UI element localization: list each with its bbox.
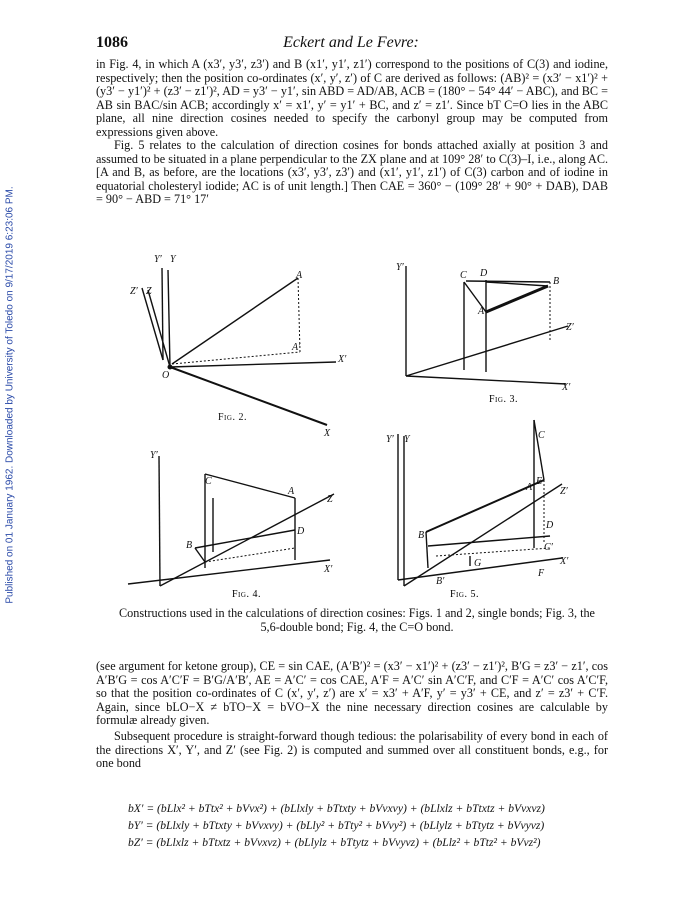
fig4-label-yprime: Y′ xyxy=(150,450,158,461)
paragraph-1: in Fig. 4, in which A (x3′, y3′, z3′) and B (x1′, y1′, z1′) correspond to the positions of C(3) and iodine, respectively; then the position co-ordinates (x′, y′, z′) of C are derived as follows: (AB)² = (x3′ − x1′)² + (y3′ − y1′)² + (z3′ − z1′)², AD = y3′ − y1′, sin ABD = AD/AB, ACB = (180° − 54° 44′ − ABC), and BC = AB sin BAC/sin ACB; accordingly x′ = x1′, y′ = y1′ + BC, and z′ = z1′. Since bT C=O lies in the ABC plane, all nine direction cosines needed to specify the carbonyl group may be computed from expressions given above. xyxy=(96,57,608,139)
paragraph-3: (see argument for ketone group), CE = sin CAE, (A′B′)² = (x3′ − x1′)² + (z3′ − z1′)², B′G = z3′ − z1′, cos A′B′G = cos A′C′F = B′G/A′B′, AE = A′C′ = cos CAE, A′F = A′C′ sin A′C′F, and C′F = A′C′ cos A′C′F, so that the position co-ordinates of C (x′, y′, z′) are x′ = x3′ + A′F, y′ = y3′ + CE, and z′ = z3′ + C′F. Again, since bLO−X ≠ bTO−X = bVO−X the nine necessary direction cosines are calculable by formulæ already given. xyxy=(96,659,608,727)
fig5-label-c: C xyxy=(538,430,545,441)
fig3-label-c: C xyxy=(460,270,467,281)
fig5-label-b: B xyxy=(418,530,425,541)
fig5-label-zprime: Z′ xyxy=(560,486,568,497)
fig5-label-a: A xyxy=(526,482,533,493)
fig3-caption: Fig. 3. xyxy=(489,394,518,405)
fig3-label-xprime: X′ xyxy=(562,382,571,393)
download-notice: Published on 01 January 1962. Downloaded by University of Toledo on 9/17/2019 6:23:06 PM. xyxy=(4,186,16,604)
fig5-label-g: G xyxy=(474,558,482,569)
fig5-label-yprime: Y′ xyxy=(386,434,394,445)
body-text-middle xyxy=(96,660,608,728)
fig3-label-a: A xyxy=(478,306,485,317)
fig4-caption: Fig. 4. xyxy=(232,589,261,600)
fig3-label-d: D xyxy=(480,268,488,279)
fig5-label-bprime: B′ xyxy=(436,576,445,587)
fig2-label-zprime: Z′ xyxy=(130,286,138,297)
fig4-label-d: D xyxy=(297,526,305,537)
fig2-label-o: O xyxy=(162,370,170,381)
fig3-label-zprime: Z′ xyxy=(566,322,574,333)
equations xyxy=(128,800,608,851)
equation-bz: bZ′ = (bLlxlz + bTtxtz + bVvxvz) + (bLlylz + bTtytz + bVvyvz) + (bLlz² + bTtz² + bVvz²) xyxy=(128,836,541,849)
fig5-label-e: E xyxy=(536,476,543,487)
equation-bx: bX′ = (bLlx² + bTtx² + bVvx²) + (bLlxly + bTtxty + bVvxvy) + (bLlxlz + bTtxtz + bVvxvz) xyxy=(128,802,545,815)
fig2-label-xprime: X′ xyxy=(338,354,347,365)
fig5-label-xprime: X′ xyxy=(560,556,569,567)
fig2-caption: Fig. 2. xyxy=(218,412,247,423)
figure-4 xyxy=(128,456,334,586)
equation-by: bY′ = (bLlxly + bTtxty + bVvxvy) + (bLly² + bTty² + bVvy²) + (bLlylz + bTtytz + bVvyvz) xyxy=(128,819,545,832)
fig5-label-y: Y xyxy=(404,434,410,445)
page-number: 1086 xyxy=(96,34,128,51)
fig5-label-cprime: C′ xyxy=(544,542,553,553)
fig2-label-a: A xyxy=(296,270,303,281)
fig4-label-b: B xyxy=(186,540,193,551)
running-title: Eckert and Le Fevre: xyxy=(283,34,419,51)
fig5-caption: Fig. 5. xyxy=(450,589,479,600)
fig2-label-y: Y xyxy=(170,254,176,265)
fig3-label-b: B xyxy=(553,276,560,287)
fig3-label-yprime: Y′ xyxy=(396,262,404,273)
fig5-label-f: F xyxy=(538,568,545,579)
fig5-label-d: D xyxy=(546,520,554,531)
body-text-bottom xyxy=(96,730,608,771)
figure-3 xyxy=(406,266,568,384)
fig4-label-a: A xyxy=(288,486,295,497)
fig2-label-yprime: Y′ xyxy=(154,254,162,265)
fig2-label-z: Z xyxy=(146,286,152,297)
figure-caption: Constructions used in the calculations of direction cosines: Figs. 1 and 2, single bonds; Fig. 3, the 5,6-double bond; Fig. 4, the C=O bond. xyxy=(119,606,595,634)
fig2-label-x: X xyxy=(324,428,331,439)
fig4-label-xprime: X′ xyxy=(324,564,333,575)
fig2-label-aprime: A′ xyxy=(292,342,301,353)
fig4-label-c: C xyxy=(205,476,212,487)
paragraph-2: Fig. 5 relates to the calculation of direction cosines for bonds attached axially at position 3 and assumed to be situated in a plane perpendicular to the ZX plane and at 109° 28′ to C(3)–I, i.e., along AC. [A and B, as before, are the locations (x3′, y3′, z3′) and (x1′, y1′, z1′) of C(3) carbon and of iodine in equatorial cholesteryl iodide; AC is of unit length.] Then CAE = 360° − (109° 28′ + 90° + DAB), DAB = 90° − ABD = 71° 17′ xyxy=(96,138,608,206)
figure-2 xyxy=(142,268,336,425)
paragraph-4: Subsequent procedure is straight-forward though tedious: the polarisability of every bond in each of the directions X′, Y′, and Z′ (see Fig. 2) is computed and summed over all constituent bonds, e.g., for one bond xyxy=(96,729,608,770)
fig4-label-z: Z xyxy=(327,494,333,505)
